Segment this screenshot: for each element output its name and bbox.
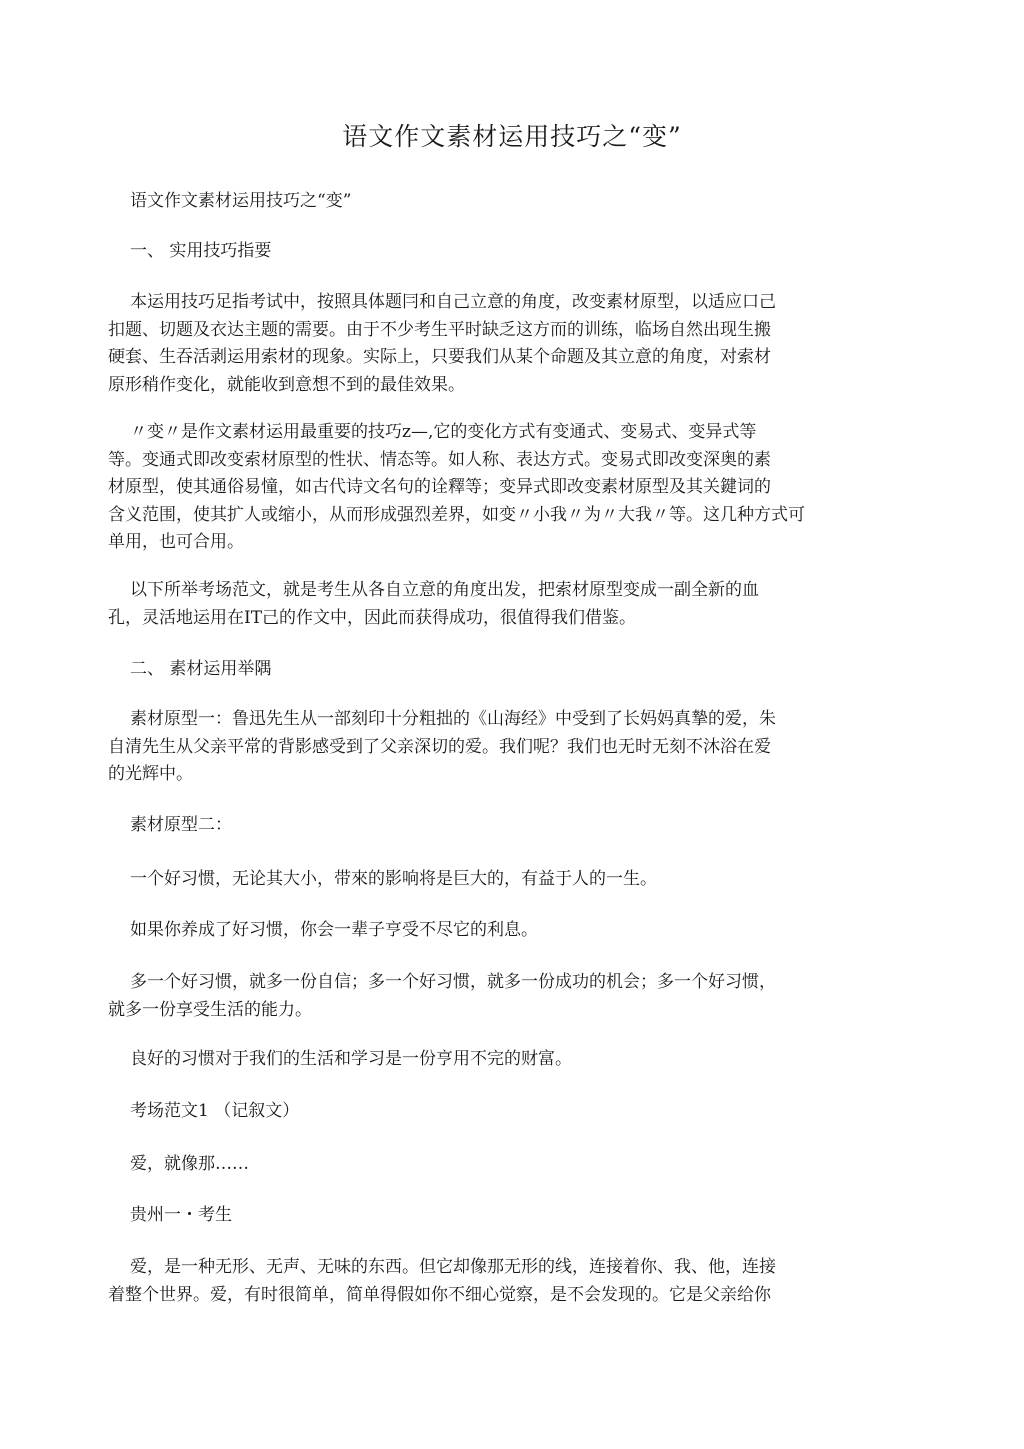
paragraph-change-methods <box>108 419 898 557</box>
paragraph-line: 本运用技巧足指考试中，按照具体题冃和自己立意的角度，改变素材原型，以适应口己 <box>130 292 776 312</box>
paragraph-material-2-heading <box>108 812 898 840</box>
paragraph-line: 良好的习惯对于我们的生活和学习是一份亨用不完的财富。 <box>130 1049 572 1069</box>
paragraph-line: 的光辉中。 <box>108 764 193 784</box>
paragraph-line: 语文作文素材运用技巧之“变” <box>130 191 352 211</box>
paragraph-line: 如果你养成了好习惯，你会一辈子亨受不尽它的利息。 <box>130 920 538 940</box>
paragraph-line: 一个好习惯，无论其大小，带來的影响将是巨大的，有益于人的一生。 <box>130 869 657 889</box>
paragraph-line: 材原型，使其通俗易憧，如古代诗文名句的诠釋等；变异式即改变素材原型及其关鍵词的 <box>108 477 771 497</box>
paragraph-line: 素材原型一：鲁迅先生从一部刻印十分粗拙的《山海经》中受到了长妈妈真摯的爱，朱 <box>130 709 776 729</box>
paragraph-line: 〃变〃是作文素材运用最重要的技巧z—,它的变化方式有变通式、变易式、变异式等 <box>130 422 757 442</box>
paragraph-essay-body <box>108 1254 898 1309</box>
paragraph-line: 贵州一・考生 <box>130 1205 232 1225</box>
paragraph-line: 扣题、切题及衣达主题的需要。由于不少考生平时缺乏这方而的训练，临场自然出现生搬 <box>108 319 771 340</box>
paragraph-line: 等。变通式即改变索材原型的性状、情态等。如人称、表达方式。变易式即改变深奥的素 <box>108 449 771 470</box>
paragraph-habit-1 <box>108 866 898 894</box>
paragraph-habit-3 <box>108 969 898 1024</box>
paragraph-habit-4 <box>108 1046 898 1074</box>
paragraph-material-1 <box>108 706 898 789</box>
paragraph-line: 原形稍作变化，就能收到意想不到的最佳效果。 <box>108 374 465 395</box>
paragraph-line: 硬套、生吞活剥运用索材的现象。实际上，只要我们从某个命题及其立意的角度，对索材 <box>108 347 771 367</box>
paragraph-habit-2 <box>108 917 898 945</box>
document-title: 语文作文素材运用技巧之“变” <box>342 122 682 151</box>
paragraph-line: 二、 素材运用举隅 <box>130 659 272 679</box>
section-heading-1 <box>108 238 898 266</box>
paragraph-line: 多一个好习惯，就多一份自信；多一个好习惯，就多一份成功的机会；多一个好习惯， <box>130 972 776 992</box>
paragraph-line: 爱，是一种无形、无声、无味的东西。但它却像那无形的线，连接着你、我、他，连接 <box>130 1257 776 1277</box>
paragraph-essay-author <box>108 1202 898 1230</box>
paragraph-line: 含义范围，使其扩人或缩小，从而形成强烈差界，如变〃小我〃为〃大我〃等。这几种方式可 <box>108 504 805 525</box>
paragraph-essay-title <box>108 1151 898 1179</box>
paragraph-intro <box>108 289 898 399</box>
paragraph-essay-label <box>108 1098 898 1126</box>
paragraph-line: 自清先生从父亲平常的背影感受到了父亲深切的爱。我们呢？我们也无时无刻不沐浴在爱 <box>108 736 771 757</box>
paragraph-subtitle <box>108 188 898 216</box>
paragraph-line: 着整个世界。爱，有时很简单，简单得假如你不细心觉察，是不会发现的。它是父亲给你 <box>108 1284 771 1305</box>
paragraph-line: 单用，也可合用。 <box>108 532 244 552</box>
paragraph-line: 一、 实用技巧指要 <box>130 241 272 261</box>
paragraph-line: 以下所举考场范文，就是考生从各自立意的角度出发，把索材原型变成一副全新的血 <box>130 580 759 600</box>
paragraph-line: 爱，就像那…… <box>130 1154 249 1174</box>
paragraph-examples-intro <box>108 577 898 632</box>
paragraph-line: 考场范文1 （记叙文） <box>130 1101 300 1121</box>
section-heading-2 <box>108 656 898 684</box>
paragraph-line: 就多一份享受生活的能力。 <box>108 999 312 1020</box>
paragraph-line: 素材原型二： <box>130 815 232 835</box>
paragraph-line: 孔，灵活地运用在IT己的作文中，因此而获得成功，很值得我们借鉴。 <box>108 607 637 628</box>
